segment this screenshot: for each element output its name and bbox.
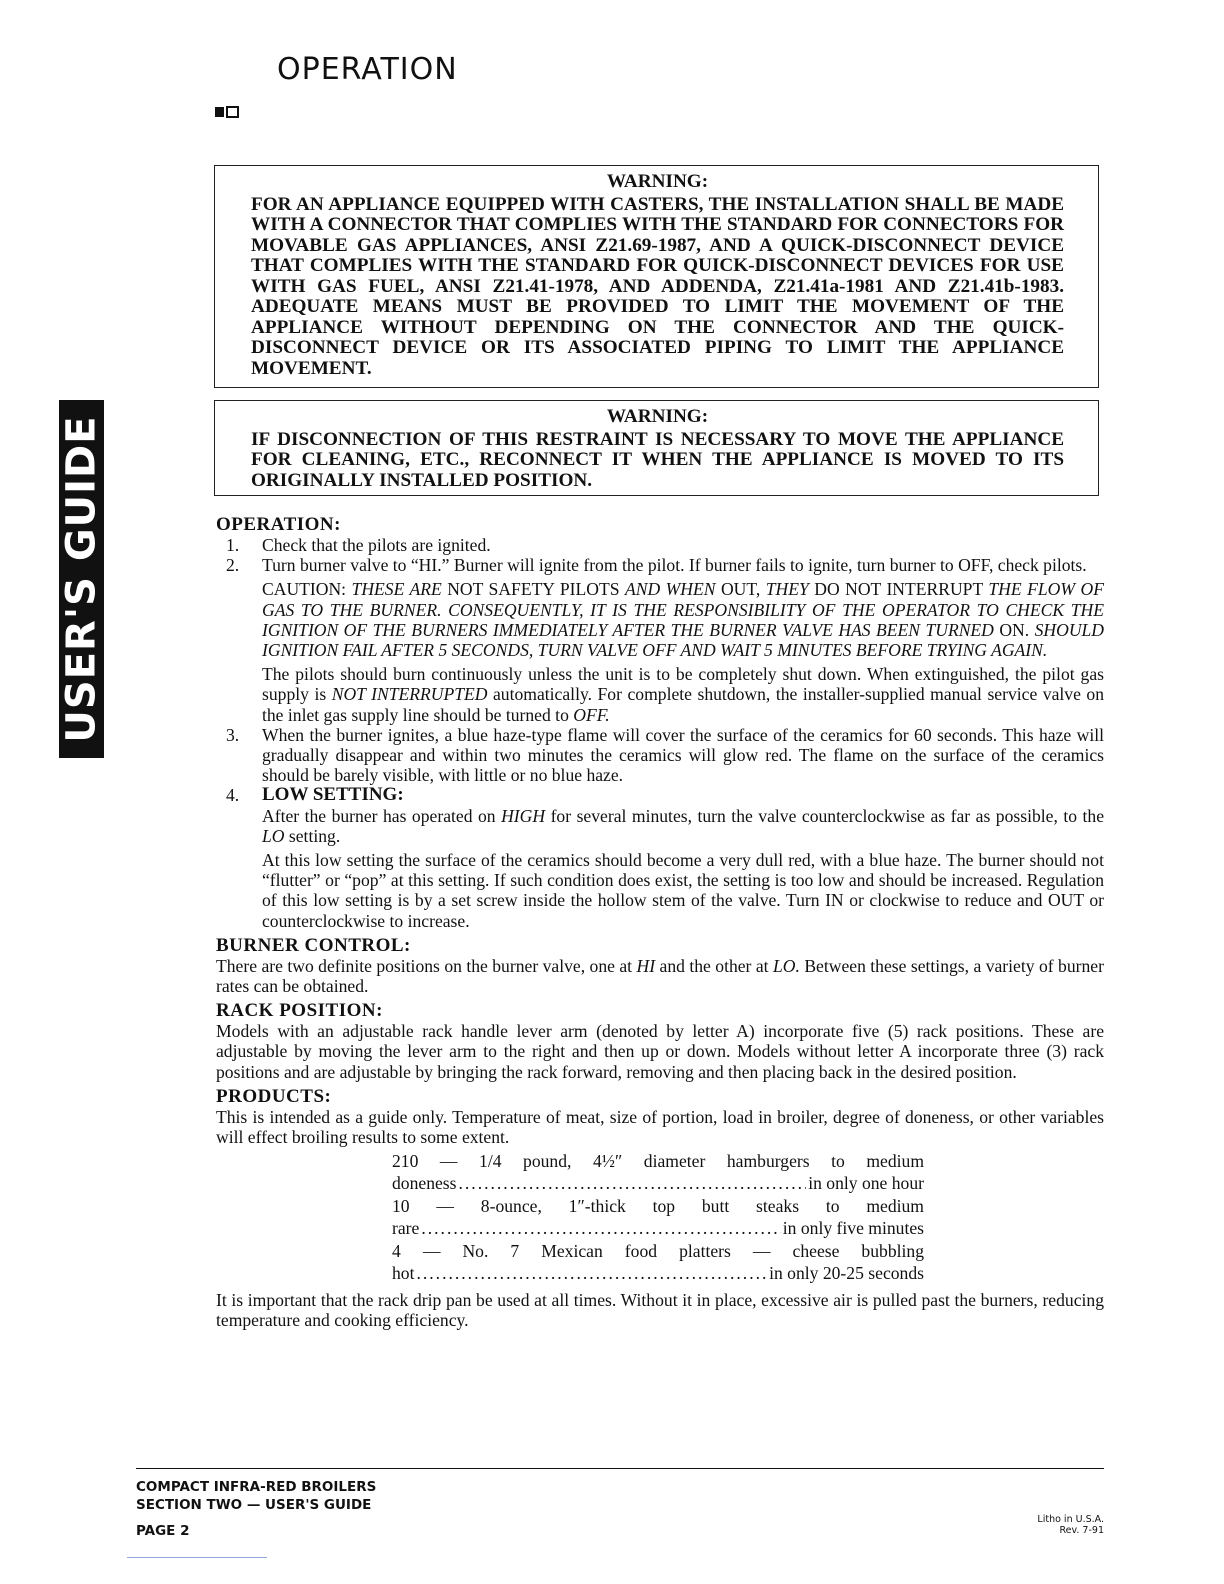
warning-body: IF DISCONNECTION OF THIS RESTRAINT IS NECESSARY TO MOVE THE APPLIANCE FOR CLEANING, ETC., RECONNECT IT WHEN THE APPLIANCE IS MOVED TO ITS ORIGINALLY INSTALLED POSITION. <box>251 428 1064 491</box>
step-text: When the burner ignites, a blue haze-type flame will cover the surface of the ceramics for 60 seconds. This haze will gradually disappear and within two minutes the ceramics will glow red. The flame on the surface of the ceramics should be barely visible, with little or no blue haze. <box>262 724 1104 786</box>
product-lead: doneness <box>392 1172 457 1193</box>
caution-block <box>216 579 1104 660</box>
side-tab-label: USER'S GUIDE <box>58 415 105 743</box>
text-fragment: LO. <box>772 955 800 976</box>
caution-fragment: DO NOT <box>814 579 881 600</box>
text-fragment: LO <box>262 825 285 846</box>
page-number: PAGE 2 <box>136 1523 190 1539</box>
operation-heading: OPERATION: <box>216 514 341 535</box>
text-fragment: There are two definite positions on the burner valve, one at <box>216 955 633 976</box>
revision-text: Rev. 7-91 <box>1059 1525 1104 1536</box>
text-fragment: for several minutes, turn the valve counterclockwise as far as possible, to the <box>550 805 1105 826</box>
burner-control-text <box>216 956 1104 996</box>
text-fragment: automatically. For complete shutdown, the installer-supplied manual service valve on the inlet gas supply line should be turned to <box>262 684 1105 725</box>
warning-box-casters <box>214 165 1099 388</box>
litho-text: Litho in U.S.A. <box>1037 1514 1104 1525</box>
product-result: in only five minutes <box>782 1217 924 1238</box>
list-item <box>392 1241 924 1284</box>
caution-fragment: OUT, <box>720 579 761 600</box>
text-fragment: NOT INTERRUPTED <box>331 684 488 705</box>
footer-divider <box>136 1468 1104 1469</box>
footer-title <box>136 1478 376 1514</box>
pilots-paragraph <box>216 664 1104 725</box>
step-number: 4. <box>226 785 240 806</box>
page-title: OPERATION <box>277 52 458 87</box>
dot-leader <box>459 1173 807 1195</box>
product-result-line <box>392 1173 924 1195</box>
list-item <box>392 1196 924 1239</box>
warning-box-restraint <box>214 400 1099 496</box>
list-item <box>392 1151 924 1194</box>
list-item <box>216 725 1104 786</box>
footer-print-info <box>1037 1514 1104 1536</box>
caution-fragment: AND WHEN <box>624 579 716 600</box>
text-fragment: After the burner has operated on <box>262 805 496 826</box>
text-fragment: and the other at <box>659 955 769 976</box>
list-item <box>216 535 1104 555</box>
low-setting-text-2: At this low setting the surface of the ceramics should become a very dull red, with a blue haze. The burner should not “flutter” or “pop” at this setting. If such condition does exist, the setting is too low and should be increased. Regulation of this low setting is by a set screw inside the hollow stem of the valve. Turn IN or clockwise to reduce and OUT or counterclockwise to increase. <box>262 850 1104 931</box>
warning-body: FOR AN APPLIANCE EQUIPPED WITH CASTERS, THE INSTALLATION SHALL BE MADE WITH A CONNECTOR THAT COMPLIES WITH THE STANDARD FOR CONNECTORS FOR MOVABLE GAS APPLIANCES, ANSI Z21.69-1987, AND A QUICK-DISCONNECT DEVICE THAT COMPLIES WITH THE STANDARD FOR QUICK-DISCONNECT DEVICES FOR USE WITH GAS FUEL, ANSI Z21.41-1978, AND ADDENDA, Z21.41a-1981 AND Z21.41b-1983. ADEQUATE MEANS MUST BE PROVIDED TO LIMIT THE MOVEMENT OF THE APPLIANCE WITHOUT DEPENDING ON THE CONNECTOR AND THE QUICK-DISCONNECT DEVICE OR ITS ASSOCIATED PIPING TO LIMIT THE APPLIANCE MOVEMENT. <box>251 193 1064 379</box>
list-item <box>216 555 1104 575</box>
caution-fragment: THEY <box>765 579 809 600</box>
footer-line: SECTION TWO — USER'S GUIDE <box>136 1497 372 1513</box>
product-result-line <box>392 1263 924 1285</box>
caution-fragment: THESE ARE <box>351 579 442 600</box>
bottom-divider <box>127 1557 267 1558</box>
text-fragment: HI <box>636 955 656 976</box>
step-text: Check that the pilots are ignited. <box>262 535 491 555</box>
drip-pan-note: It is important that the rack drip pan be used at all times. Without it in place, excessive air is pulled past the burners, reducing temperature and cooking efficiency. <box>216 1290 1104 1331</box>
products-intro: This is intended as a guide only. Temperature of meat, size of portion, load in broiler, degree of doneness, or other variables will effect broiling results to some extent. <box>216 1106 1104 1148</box>
product-description: 10 — 8-ounce, 1″-thick top butt steaks to medium <box>392 1196 924 1217</box>
list-item <box>216 785 1104 930</box>
dot-leader <box>416 1263 767 1285</box>
caution-fragment: ON. <box>999 619 1030 640</box>
text-fragment: Between these settings, a variety of burner rates can be obtained. <box>216 955 1104 997</box>
step-number: 3. <box>226 724 240 745</box>
operation-steps <box>216 535 1104 575</box>
product-result: in only one hour <box>808 1172 924 1193</box>
rack-position-text: Models with an adjustable rack handle lever arm (denoted by letter A) incorporate five (5) rack positions. These are adjustable by moving the lever arm to the right and then up or down. Models without letter A incorporate three (3) rack positions and are adjustable by bringing the rack forward, removing and then placing back in the desired position. <box>216 1021 1104 1082</box>
main-content <box>216 512 1104 1331</box>
warning-title: WARNING: <box>606 406 709 427</box>
products-list <box>392 1151 924 1284</box>
text-fragment: HIGH <box>501 805 546 826</box>
product-result: in only 20-25 seconds <box>769 1262 924 1283</box>
operation-steps-cont <box>216 725 1104 931</box>
product-lead: hot <box>392 1262 415 1283</box>
caution-lead: CAUTION: <box>262 579 347 600</box>
product-result-line <box>392 1218 924 1240</box>
caution-text <box>262 579 1104 660</box>
header-logo-mark <box>214 106 240 118</box>
text-fragment: OFF. <box>573 704 610 725</box>
users-guide-side-tab <box>59 400 104 758</box>
dot-leader <box>421 1218 780 1240</box>
footer-line: COMPACT INFRA-RED BROILERS <box>136 1479 377 1495</box>
low-setting-text <box>262 806 1104 846</box>
text-fragment: The pilots should burn continuously unless the unit is to be completely shut down. When extinguished, the pilot gas supply is <box>262 664 1104 705</box>
text-fragment: setting. <box>288 825 341 846</box>
low-setting-heading: LOW SETTING: <box>262 784 404 806</box>
product-description: 210 — 1/4 pound, 4½″ diameter hamburgers to medium <box>392 1151 924 1172</box>
warning-title: WARNING: <box>606 171 709 192</box>
step-number: 1. <box>226 535 240 555</box>
caution-fragment: NOT SAFETY PILOTS <box>447 579 620 600</box>
caution-fragment: INTERRUPT <box>886 579 983 600</box>
caution-fragment: SHOULD IGNITION FAIL AFTER 5 SECONDS, TURN VALVE OFF AND WAIT 5 MINUTES BEFORE TRYING AGAIN. <box>262 619 1105 661</box>
rack-position-heading: RACK POSITION: <box>216 1000 383 1022</box>
burner-control-heading: BURNER CONTROL: <box>216 934 411 956</box>
product-description: 4 — No. 7 Mexican food platters — cheese bubbling <box>392 1241 924 1262</box>
caution-fragment: THE FLOW OF GAS TO THE BURNER. CONSEQUENTLY, IT IS THE RESPONSIBILITY OF THE OPERATOR TO CHECK THE IGNITION OF THE BURNERS IMMEDIATELY AFTER THE BURNER VALVE HAS BEEN TURNED <box>262 579 1104 640</box>
product-lead: rare <box>392 1217 420 1238</box>
step-text: Turn burner valve to “HI.” Burner will ignite from the pilot. If burner fails to ignite, turn burner to OFF, check pilots. <box>262 555 1087 576</box>
step-number: 2. <box>226 555 240 576</box>
products-heading: PRODUCTS: <box>216 1085 332 1107</box>
